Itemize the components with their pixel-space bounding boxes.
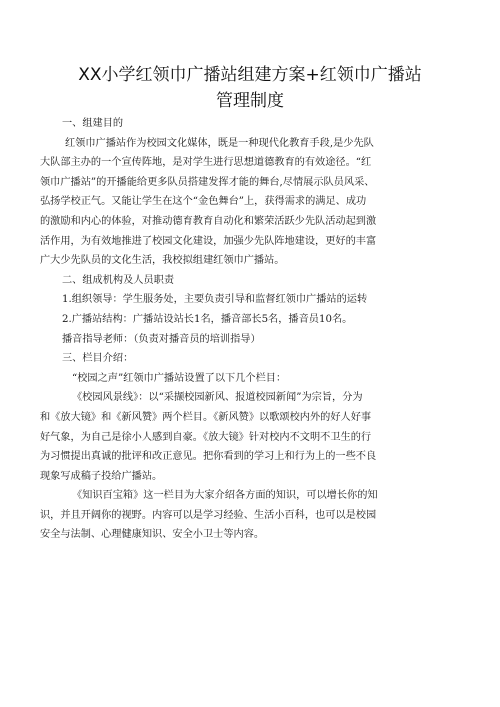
paragraph-line: 和《放大镜》和《新风赞》两个栏目。《新风赞》以歌颂校内外的好人好事	[40, 411, 372, 423]
paragraph-line: 播音指导老师：（负责对播音员的培训指导）	[62, 333, 261, 345]
section-heading-columns: 三、栏目介绍：	[62, 353, 134, 365]
list-item: 2.广播站结构：广播站设站长1名，播音部长5名，播音员10名。	[62, 313, 353, 325]
paragraph-line: 弘扬学校正气。又能让学生在这个“金色舞台”上，获得需求的满足、成功	[40, 196, 367, 208]
paragraph-line: 大队部主办的一个宣传阵地，是对学生进行思想道德教育的有效途径。“红	[40, 157, 372, 169]
paragraph-line: 现象写成稿子投给广播站。	[40, 470, 163, 482]
paragraph-line: 为习惯提出真诚的批评和改正意见。把你看到的学习上和行为上的一些不良	[40, 451, 377, 463]
paragraph-line: 识，并且开阔你的视野。内容可以是学习经验、生活小百科，也可以是校园	[40, 509, 377, 521]
paragraph-line: “校园之声”红领巾广播站设置了以下几个栏目：	[72, 372, 287, 384]
paragraph-line: 领巾广播站”的开播能给更多队员搭建发挥才能的舞台,尽情展示队员风采、	[40, 176, 375, 188]
paragraph-line: 安全与法制、心理健康知识、安全小卫士等内容。	[40, 529, 265, 541]
paragraph-line: 红领巾广播站作为校园文化媒体，既是一种现代化教育手段,是少先队	[65, 137, 374, 149]
paragraph-line: 广大少先队员的文化生活，我校拟组建红领巾广播站。	[40, 255, 285, 267]
paragraph-line: 《知识百宝箱》这一栏目为大家介绍各方面的知识，可以增长你的知	[72, 490, 378, 502]
list-item: 1.组织领导：学生服务处，主要负责引导和监督红领巾广播站的运转	[62, 294, 368, 306]
document-body	[40, 114, 464, 545]
document-title-line-2: 管理制度	[216, 91, 284, 111]
paragraph-line: 好气象，为自己是徐小人感到自豪。《放大镜》针对校内不文明不卫生的行	[40, 431, 372, 443]
paragraph-line: 的激励和内心的体验，对推动德育教育自动化和繁荣活跃少先队活动起到激	[40, 215, 377, 227]
section-heading-organization: 二、组成机构及人员职责	[62, 274, 175, 286]
paragraph-line: 活作用，为有效地推进了校园文化建设，加强少先队阵地建设，更好的丰富	[40, 235, 377, 247]
document-title: XX小学红领巾广播站组建方案+红领巾广播站	[78, 65, 422, 85]
section-heading-purpose: 一、组建目的	[62, 118, 124, 129]
paragraph-line: 《校园风景线》：以“采撷校园新风、报道校园新闻”为宗旨，分为	[72, 392, 363, 404]
